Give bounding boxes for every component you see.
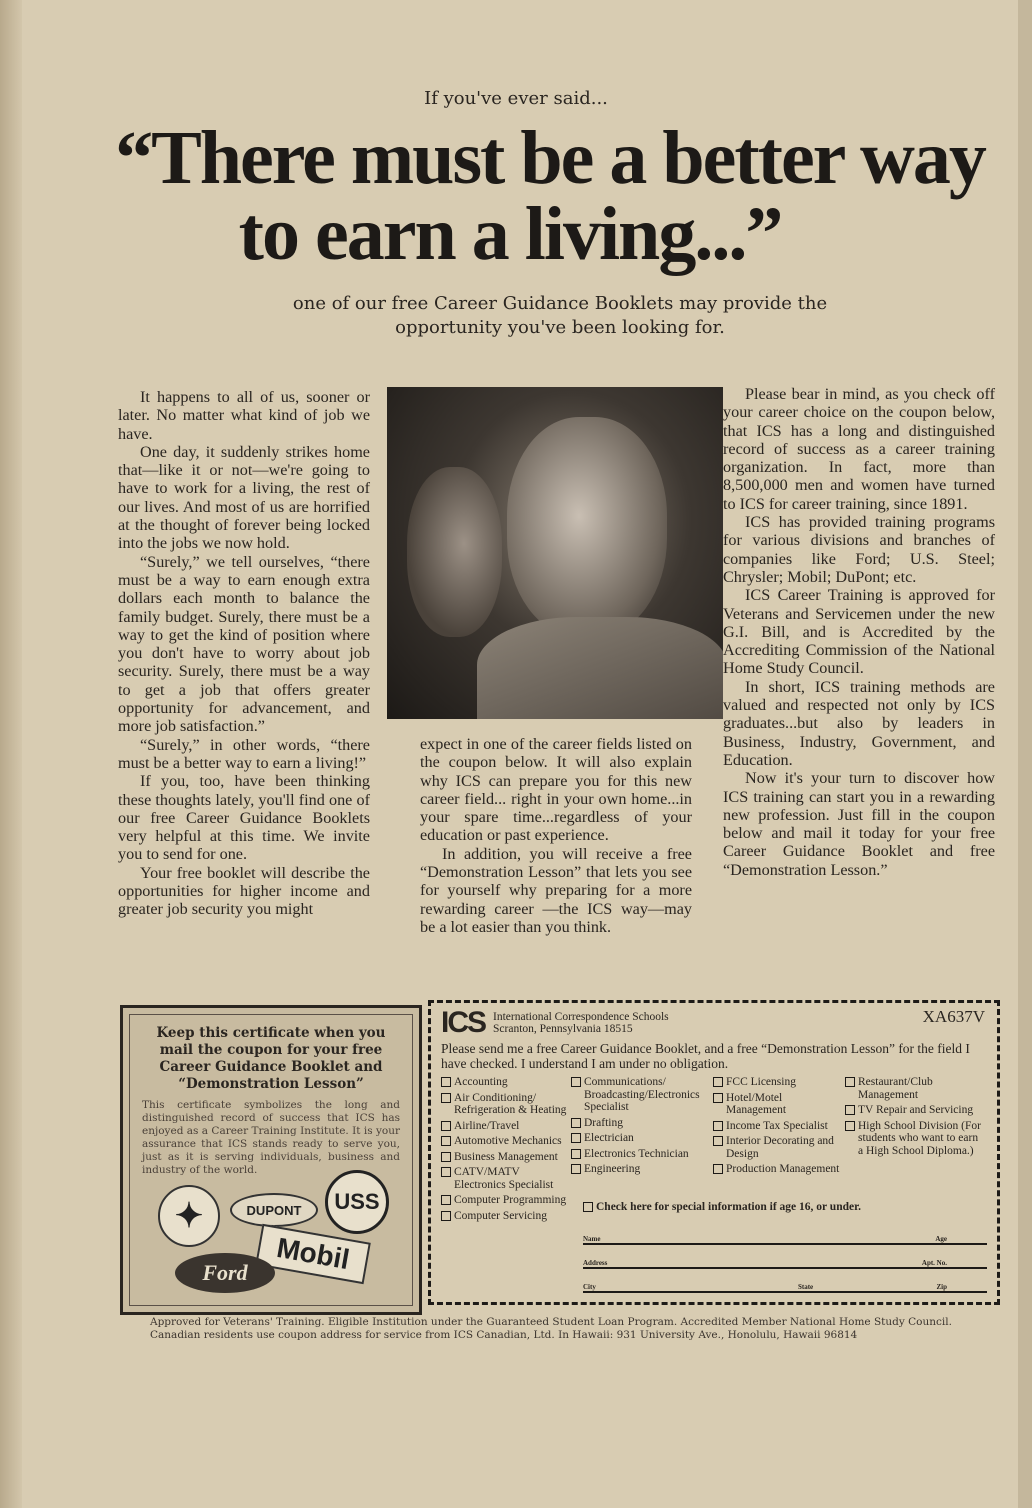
ics-logo: ICS bbox=[441, 1006, 486, 1039]
career-option[interactable] bbox=[845, 1076, 985, 1101]
career-option[interactable] bbox=[571, 1163, 711, 1176]
checkbox[interactable] bbox=[583, 1202, 593, 1212]
paragraph: Please bear in mind, as you check off your career choice on the coupon below, that ICS has a long and distinguished record of success as a career training organization. In fact, more than 8,500,000 men and women have turned to ICS for career training, since 1891. bbox=[723, 385, 995, 513]
page-edge bbox=[0, 0, 22, 1508]
option-label: Production Management bbox=[726, 1163, 840, 1175]
checkbox[interactable] bbox=[713, 1121, 723, 1131]
checkbox[interactable] bbox=[713, 1164, 723, 1174]
career-option[interactable] bbox=[441, 1194, 569, 1207]
headline bbox=[100, 116, 1000, 276]
name-label: Name bbox=[583, 1235, 601, 1243]
apt-label: Apt. No. bbox=[921, 1259, 947, 1267]
subheadline bbox=[150, 292, 970, 340]
checkbox[interactable] bbox=[571, 1077, 581, 1087]
name-field[interactable] bbox=[583, 1235, 987, 1245]
certificate bbox=[120, 1005, 422, 1315]
address-label: Address bbox=[583, 1259, 608, 1267]
career-option[interactable] bbox=[713, 1120, 843, 1133]
option-label: Restaurant/Club Management bbox=[858, 1076, 933, 1101]
checkbox[interactable] bbox=[845, 1077, 855, 1087]
ics-address bbox=[493, 1011, 669, 1035]
city-label: City bbox=[583, 1283, 596, 1291]
checkbox[interactable] bbox=[571, 1118, 581, 1128]
checkbox[interactable] bbox=[441, 1077, 451, 1087]
career-option[interactable] bbox=[713, 1076, 843, 1089]
org-address: Scranton, Pennsylvania 18515 bbox=[493, 1023, 633, 1035]
career-option[interactable] bbox=[441, 1210, 569, 1223]
paragraph: “Surely,” in other words, “there must be a better way to earn a living!” bbox=[118, 735, 370, 772]
career-option[interactable] bbox=[441, 1120, 569, 1133]
paragraph: One day, it suddenly strikes home that—like it or not—we're going to have to work for a living, the rest of our lives. And most of us are horrified at the thought of forever being locked into the jobs we now hold. bbox=[118, 442, 370, 553]
checkbox[interactable] bbox=[441, 1121, 451, 1131]
career-option[interactable] bbox=[713, 1135, 843, 1160]
career-option[interactable] bbox=[845, 1104, 985, 1117]
option-label: Hotel/Motel Management bbox=[726, 1091, 787, 1116]
checkbox[interactable] bbox=[571, 1149, 581, 1159]
age-label: Age bbox=[935, 1235, 947, 1243]
option-label: Air Conditioning/ Refrigeration & Heating bbox=[454, 1091, 567, 1116]
paragraph: If you, too, have been thinking these thoughts lately, you'll find one of our free Career Guidance Booklets very helpful at this time. We invite you to send for one. bbox=[118, 772, 370, 864]
paragraph: Now it's your turn to discover how ICS training can start you in a rewarding new profession. Just fill in the coupon below and mail it today for your free Career Guidance Booklet and free “Demonstration Lesson.” bbox=[723, 769, 995, 879]
mobil-logo: Mobil bbox=[255, 1224, 371, 1284]
career-option[interactable] bbox=[571, 1076, 711, 1114]
subhead-line-2: opportunity you've been looking for. bbox=[395, 317, 725, 338]
uss-logo: USS bbox=[325, 1170, 389, 1234]
paragraph: ICS has provided training programs for various divisions and branches of companies like Ford; U.S. Steel; Chrysler; Mobil; DuPont; etc. bbox=[723, 513, 995, 586]
option-label: Electrician bbox=[584, 1132, 634, 1144]
chrysler-star-logo: ✦ bbox=[158, 1185, 220, 1247]
option-label: Income Tax Specialist bbox=[726, 1119, 828, 1132]
woman-figure bbox=[407, 467, 502, 637]
career-option[interactable] bbox=[441, 1166, 569, 1191]
headline-line-2: to earn a living...” bbox=[238, 192, 782, 276]
option-label: Communications/ Broadcasting/Electronics Specialist bbox=[584, 1076, 700, 1113]
order-coupon bbox=[428, 1000, 1000, 1305]
right-column bbox=[723, 385, 995, 879]
middle-column bbox=[420, 735, 692, 936]
kicker: If you've ever said... bbox=[424, 88, 608, 109]
paragraph: In short, ICS training methods are valued and respected not only by ICS graduates...but also by leaders in Business, Industry, Government, and Education. bbox=[723, 677, 995, 769]
career-option[interactable] bbox=[441, 1151, 569, 1164]
option-label: Engineering bbox=[584, 1163, 641, 1175]
city-state-zip-field[interactable] bbox=[583, 1283, 987, 1293]
zip-label: Zip bbox=[936, 1283, 947, 1291]
career-option[interactable] bbox=[441, 1076, 569, 1089]
checkbox[interactable] bbox=[441, 1152, 451, 1162]
checkbox[interactable] bbox=[441, 1093, 451, 1103]
checkbox[interactable] bbox=[571, 1164, 581, 1174]
paragraph: Your free booklet will describe the opportunities for higher income and greater job security you might bbox=[118, 863, 370, 919]
paragraph: It happens to all of us, sooner or later. No matter what kind of job we have. bbox=[118, 388, 370, 443]
coupon-request: Please send me a free Career Guidance Booklet, and a free “Demonstration Lesson” for the field I have checked. I understand I am under no obligation. bbox=[441, 1041, 970, 1071]
career-option[interactable] bbox=[713, 1092, 843, 1117]
career-option[interactable] bbox=[571, 1132, 711, 1145]
paragraph: ICS Career Training is approved for Veterans and Servicemen under the new G.I. Bill, and is Accredited by the Accrediting Commission of the National Home Study Council. bbox=[723, 586, 995, 678]
career-option[interactable] bbox=[713, 1163, 843, 1176]
paragraph: In addition, you will receive a free “Demonstration Lesson” that lets you see for yourself why preparing for a more rewarding career —the ICS way—may be a lot easier than you think. bbox=[420, 844, 692, 936]
option-label: TV Repair and Servicing bbox=[858, 1104, 974, 1116]
option-label: Electronics Technician bbox=[584, 1147, 689, 1160]
state-label: State bbox=[798, 1283, 814, 1291]
option-label: Business Management bbox=[454, 1150, 558, 1163]
paragraph: expect in one of the career fields listed on the coupon below. It will also explain why ICS can prepare you for this new career field... right in your own home...in your spare time...regardless of your education or past experience. bbox=[420, 735, 692, 845]
special-label: Check here for special information if age 16, or under. bbox=[596, 1201, 862, 1213]
option-label: CATV/MATV Electronics Specialist bbox=[454, 1166, 554, 1191]
career-option[interactable] bbox=[571, 1117, 711, 1130]
checkbox[interactable] bbox=[441, 1211, 451, 1221]
checkbox[interactable] bbox=[571, 1133, 581, 1143]
left-column bbox=[118, 388, 370, 919]
career-option[interactable] bbox=[441, 1135, 569, 1148]
checkbox[interactable] bbox=[845, 1121, 855, 1131]
checkbox[interactable] bbox=[713, 1136, 723, 1146]
option-label: Automotive Mechanics bbox=[454, 1135, 562, 1147]
option-label: Accounting bbox=[454, 1076, 508, 1088]
dupont-logo: DUPONT bbox=[230, 1193, 318, 1227]
career-option[interactable] bbox=[845, 1120, 985, 1158]
option-label: Interior Decorating and Design bbox=[726, 1135, 834, 1160]
man-figure bbox=[507, 417, 667, 637]
career-option[interactable] bbox=[441, 1092, 569, 1117]
option-label: Computer Programming bbox=[454, 1194, 567, 1206]
checkbox[interactable] bbox=[713, 1093, 723, 1103]
age-16-checkbox[interactable] bbox=[583, 1201, 861, 1213]
checkbox[interactable] bbox=[845, 1105, 855, 1115]
career-option[interactable] bbox=[571, 1148, 711, 1161]
option-column bbox=[845, 1076, 985, 1225]
page-edge-right bbox=[1018, 0, 1032, 1508]
ford-logo: Ford bbox=[175, 1253, 275, 1293]
option-label: Airline/Travel bbox=[454, 1119, 520, 1132]
shirt bbox=[477, 617, 723, 719]
option-column bbox=[441, 1076, 569, 1225]
footer-note: Approved for Veterans' Training. Eligible Institution under the Guaranteed Student Loan Program. Accredited Member National Home Study Council. Canadian residents use coupon address for service from ICS Canadian, Ltd. In Hawaii: 931 University Ave., Honolulu, Hawaii 96814 bbox=[150, 1316, 952, 1341]
checkbox[interactable] bbox=[441, 1167, 451, 1177]
option-label: High School Division (For students who want to earn a High School Diploma.) bbox=[858, 1119, 981, 1157]
photo-couple bbox=[387, 387, 723, 719]
headline-line-1: “There must be a better way bbox=[115, 116, 985, 200]
org-name: International Correspondence Schools bbox=[493, 1011, 669, 1023]
coupon-code: XA637V bbox=[922, 1007, 985, 1026]
option-label: Computer Servicing bbox=[454, 1209, 547, 1222]
checkbox[interactable] bbox=[441, 1195, 451, 1205]
certificate-body: This certificate symbolizes the long and distinguished record of success that ICS has enjoyed as a Career Training Institute. It is your assurance that ICS stands ready to serve you, just as it is serving individuals, business and industry of the world. bbox=[142, 1099, 400, 1176]
address-field[interactable] bbox=[583, 1259, 987, 1269]
certificate-title: Keep this certificate when you mail the coupon for your free Career Guidance Booklet and “Demonstration Lesson” bbox=[156, 1025, 386, 1092]
checkbox[interactable] bbox=[441, 1136, 451, 1146]
subhead-line-1: one of our free Career Guidance Booklets may provide the bbox=[292, 293, 828, 314]
option-label: Drafting bbox=[584, 1116, 623, 1129]
paragraph: “Surely,” we tell ourselves, “there must be a way to earn enough extra dollars each month to balance the family budget. Surely, there must be a way to get the kind of position where you don't have to worry about job security. Surely, there must be a way to get a job that offers greater opportunity for advancement, and more job satisfaction.” bbox=[118, 552, 370, 736]
checkbox[interactable] bbox=[713, 1077, 723, 1087]
option-label: FCC Licensing bbox=[726, 1076, 796, 1088]
